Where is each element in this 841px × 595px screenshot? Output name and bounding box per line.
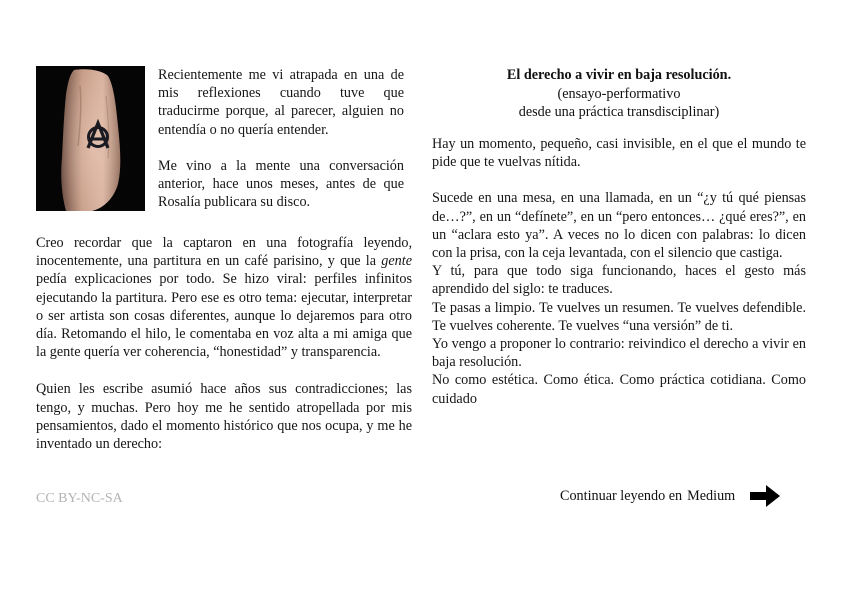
medium-link-text[interactable]: Medium: [687, 487, 736, 504]
left-paragraph-2: Quien les escribe asumió hace años sus contradicciones; las tengo, y muchas. Pero hoy me he sentido atropellada por mis pensamientos, dado el momento histórico que nos ocupa, y me he inventado un derecho:: [36, 381, 412, 453]
tattoo-hand-photo: [36, 66, 145, 211]
right-paragraph: Yo vengo a proponer lo contrario: reivindico el derecho a vivir en baja resolución.: [432, 336, 806, 371]
subtitle-line: (ensayo-performativo: [557, 85, 681, 102]
right-column: [432, 135, 806, 408]
left-paragraph-1: [36, 234, 412, 361]
emphasis-word: gente: [381, 253, 412, 270]
right-paragraph: Te pasas a limpio. Te vuelves un resumen. Te vuelves defendible. Te vuelves coherente. Te vuelves “una versión” de ti.: [432, 299, 806, 334]
right-paragraph: Y tú, para que todo siga funcionando, haces el gesto más aprendido del siglo: te traduces.: [432, 263, 806, 298]
paragraph-text: Creo recordar que la captaron en una fotografía leyendo, inocentemente, una partitura en un café parisino, y que la: [36, 235, 412, 270]
continue-label: Continuar leyendo en: [560, 487, 683, 504]
title-line: El derecho a vivir en baja resolución.: [506, 67, 732, 83]
subtitle-line: desde una práctica transdisciplinar): [518, 104, 720, 120]
intro-paragraph: Recientemente me vi atrapada en una de mis reflexiones cuando tuve que traducirme porque, al parecer, alguien no entendía o no quería entender.: [158, 67, 404, 138]
paragraph-text: pedía explicaciones por todo. Se hizo viral: perfiles infinitos ejecutando la partitura. Pero ese es otro tema: ejecutar, interpretar o ser artista son cosas diferentes, aunque lo dejaremos para otro día. Retomando el hilo, le comentaba en voz alta a mi amiga que la gente quería ver coherencia, “honestidad” y transparencia.: [36, 271, 412, 361]
right-paragraph: Sucede en una mesa, en una llamada, en un “¿y tú qué piensas de…?”, en un “defínete”, en un “pero entonces… ¿qué eres?”, en un “aclara esto ya”. A veces no lo dicen con palabras: lo dicen con la prisa, con la ceja levantada, con el silencio que castiga.: [432, 190, 806, 262]
license-label: CC BY-NC-SA: [36, 491, 123, 506]
right-paragraph: Hay un momento, pequeño, casi invisible, en el que el mundo te pide que te vuelvas nítida.: [432, 136, 806, 171]
arrow-right-icon[interactable]: [749, 484, 781, 508]
hand-tattoo-image: [36, 66, 145, 211]
left-column: [36, 234, 412, 453]
intro-text: [158, 66, 404, 211]
intro-paragraph: Me vino a la mente una conversación anterior, hace unos meses, antes de que Rosalía publicara su disco.: [158, 157, 404, 211]
continue-reading-link[interactable]: [560, 483, 781, 509]
essay-title: [432, 66, 806, 122]
right-paragraph: No como estética. Como ética. Como práctica cotidiana. Como cuidado: [432, 372, 806, 407]
